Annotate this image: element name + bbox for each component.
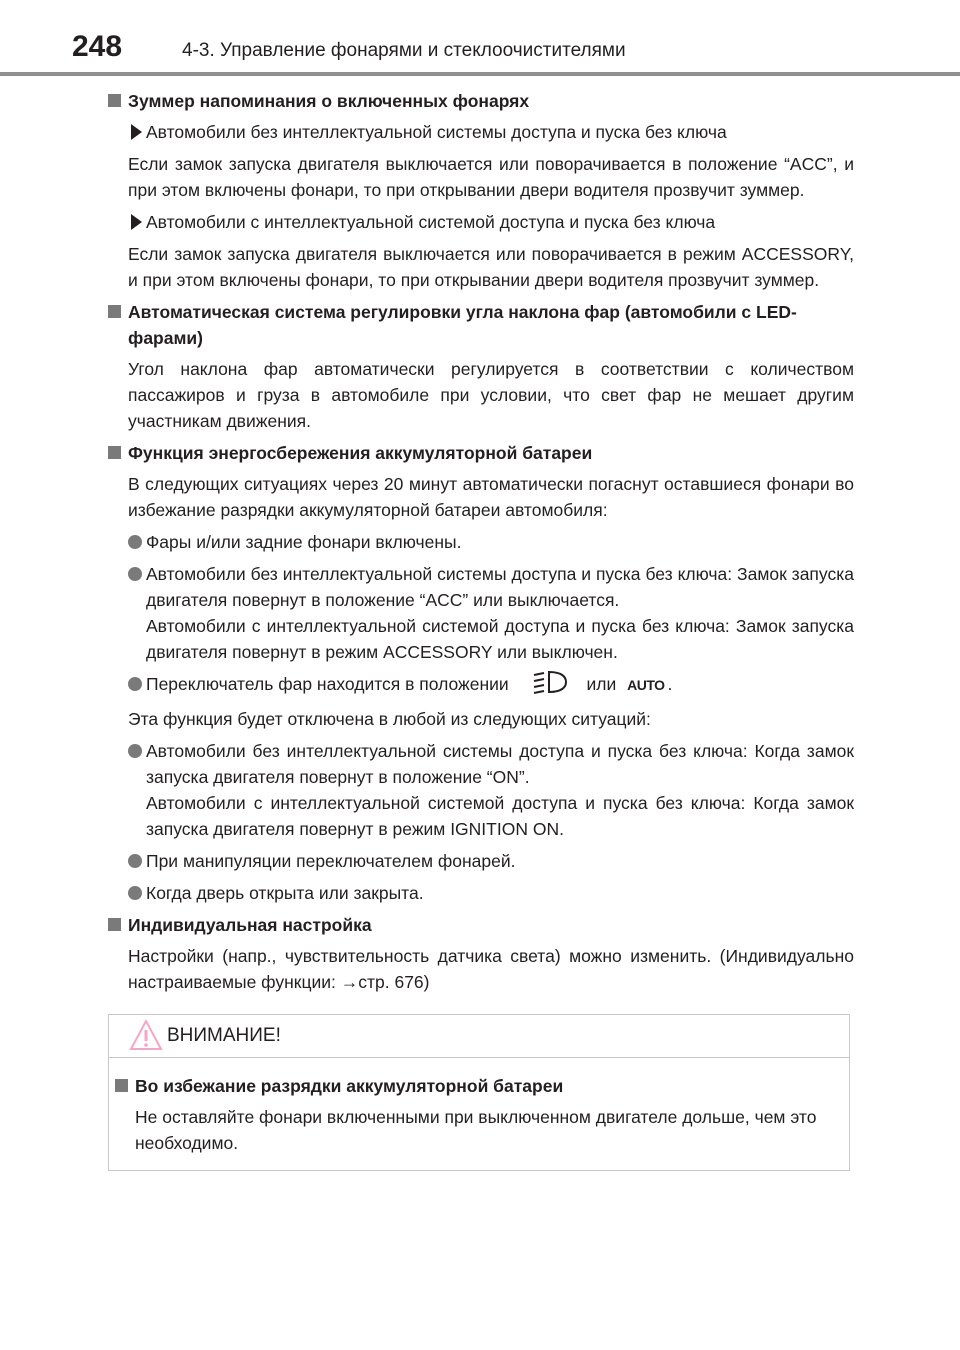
buzzer-subheading-smart-key	[108, 209, 854, 235]
leveling-heading-text: Автоматическая система регулировки угла наклона фар (автомобили с LED-фарами)	[128, 302, 797, 348]
list-item	[108, 561, 854, 665]
round-bullet-icon	[128, 677, 142, 691]
warning-title: ВНИМАНИЕ!	[167, 1025, 281, 1046]
saver-heading-text: Функция энергосбережения аккумуляторной батареи	[128, 443, 593, 463]
buzzer-subheading-2-text: Автомобили с интеллектуальной системой доступа и пуска без ключа	[146, 212, 716, 232]
square-bullet-icon	[115, 1079, 128, 1092]
saver-bullet-3-period: .	[667, 674, 673, 694]
buzzer-heading-text: Зуммер напоминания о включенных фонарях	[128, 91, 530, 111]
saver-bullet-2b: Автомобили с интеллектуальной системой доступа и пуска без ключа: Замок запуска двигателя повернут в режим ACCESSORY или выключен.	[146, 616, 854, 662]
square-bullet-icon	[108, 446, 121, 459]
list-item	[108, 880, 854, 906]
buzzer-subheading-no-smart-key	[108, 119, 854, 145]
leveling-heading	[108, 299, 854, 351]
section-title: 4-3. Управление фонарями и стеклоочистителями	[182, 40, 626, 61]
warning-text: Не оставляйте фонари включенными при выключенном двигателе дольше, чем это необходимо.	[135, 1107, 817, 1153]
warning-box	[108, 1014, 850, 1171]
saver-bullet-1: Фары и/или задние фонари включены.	[146, 532, 462, 552]
round-bullet-icon	[128, 744, 142, 758]
leveling-text: Угол наклона фар автоматически регулируется в соответствии с количеством пассажиров и груза в автомобиле при условии, что свет фар не мешает другим участникам движения.	[128, 359, 854, 431]
round-bullet-icon	[128, 567, 142, 581]
saver-bullet-2a: Автомобили без интеллектуальной системы доступа и пуска без ключа: Замок запуска двигателя повернут в положение “ACC” или выключается.	[146, 564, 854, 610]
saver-disabled-intro: Эта функция будет отключена в любой из следующих ситуаций:	[128, 709, 651, 729]
saver-bullet-6: Когда дверь открыта или закрыта.	[146, 883, 424, 903]
custom-heading	[108, 912, 854, 938]
warning-heading	[115, 1073, 837, 1099]
page-number: 248	[72, 30, 123, 63]
auto-position-label: AUTO	[627, 677, 665, 693]
headlight-switch-icon	[522, 669, 574, 695]
buzzer-subheading-1-text: Автомобили без интеллектуальной системы доступа и пуска без ключа	[146, 122, 727, 142]
round-bullet-icon	[128, 854, 142, 868]
square-bullet-icon	[108, 94, 121, 107]
list-item	[108, 671, 854, 698]
saver-bullet-3-or: или	[586, 674, 617, 694]
buzzer-heading	[108, 88, 854, 114]
square-bullet-icon	[108, 918, 121, 931]
saver-heading	[108, 440, 854, 466]
triangle-bullet-icon	[130, 211, 144, 233]
saver-bullet-3-text: Переключатель фар находится в положении	[146, 674, 509, 694]
page-content	[108, 86, 854, 1001]
buzzer-text-1: Если замок запуска двигателя выключается или поворачивается в положение “ACC”, и при этом включены фонари, то при открывании двери водителя прозвучит зуммер.	[128, 154, 854, 200]
saver-bullet-5: При манипуляции переключателем фонарей.	[146, 851, 516, 871]
square-bullet-icon	[108, 305, 121, 318]
header-divider	[0, 72, 960, 76]
warning-header	[109, 1015, 849, 1058]
warning-triangle-icon	[129, 1018, 163, 1052]
list-item	[108, 529, 854, 555]
buzzer-text-2: Если замок запуска двигателя выключается или поворачивается в режим ACCESSORY, и при этом включены фонари, то при открывании двери водителя прозвучит зуммер.	[128, 244, 854, 290]
saver-bullet-4a: Автомобили без интеллектуальной системы доступа и пуска без ключа: Когда замок запуска двигателя повернут в положение “ON”.	[146, 741, 854, 787]
custom-heading-text: Индивидуальная настройка	[128, 915, 372, 935]
triangle-bullet-icon	[130, 121, 144, 143]
saver-intro: В следующих ситуациях через 20 минут автоматически погаснут оставшиеся фонари во избежание разрядки аккумуляторной батареи автомобиля:	[128, 474, 854, 520]
page-header	[0, 0, 960, 80]
list-item	[108, 738, 854, 842]
warning-heading-text: Во избежание разрядки аккумуляторной батареи	[135, 1076, 564, 1096]
custom-text: Настройки (напр., чувствительность датчика света) можно изменить. (Индивидуально настраиваемые функции: →стр. 676)	[128, 946, 854, 992]
round-bullet-icon	[128, 886, 142, 900]
saver-bullet-4b: Автомобили с интеллектуальной системой доступа и пуска без ключа: Когда замок запуска двигателя повернут в режим IGNITION ON.	[146, 793, 854, 839]
warning-body	[115, 1071, 837, 1162]
list-item	[108, 848, 854, 874]
round-bullet-icon	[128, 535, 142, 549]
